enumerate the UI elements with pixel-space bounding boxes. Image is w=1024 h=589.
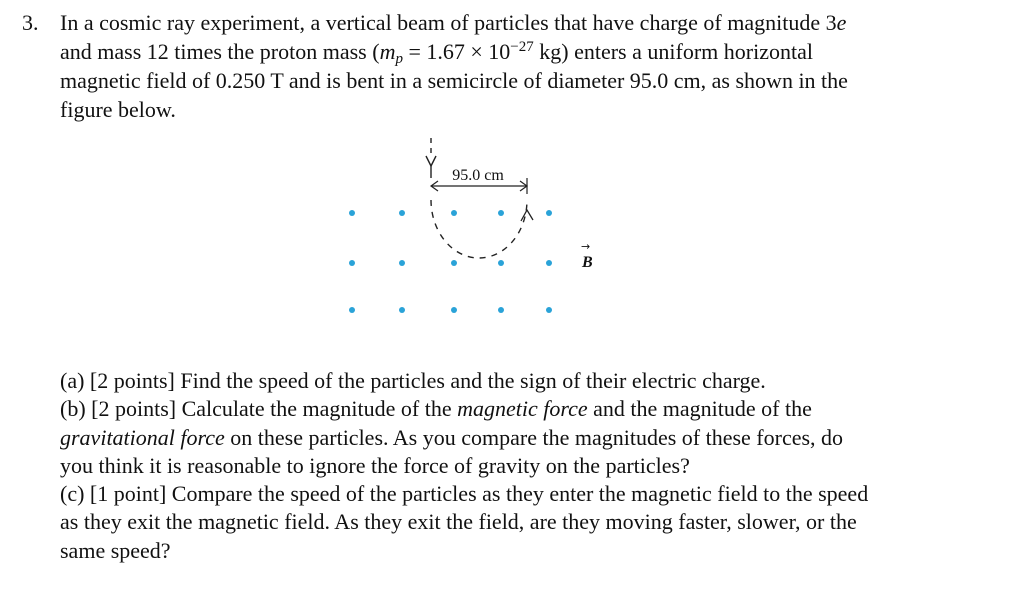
magnetic-field-figure: [330, 130, 620, 330]
part-b-line-1: (b) [2 points] Calculate the magnitude of the magnetic force and the magnitude of the: [60, 396, 812, 422]
field-dot: [451, 307, 457, 313]
semicircle-path: [431, 200, 527, 258]
field-dot: [498, 210, 504, 216]
stem-line-1: In a cosmic ray experiment, a vertical beam of particles that have charge of magnitude 3e: [60, 10, 847, 35]
field-dot: [399, 210, 405, 216]
field-dot: [498, 260, 504, 266]
diameter-label: 95.0 cm: [452, 167, 504, 184]
part-a: (a) [2 points] Find the speed of the particles and the sign of their electric charge.: [60, 368, 766, 393]
field-dot: [399, 260, 405, 266]
part-c-line-2: as they exit the magnetic field. As they exit the field, are they moving faster, slower, or the: [60, 509, 857, 535]
part-c-line-1: (c) [1 point] Compare the speed of the particles as they enter the magnetic field to the speed: [60, 481, 869, 507]
part-b-line-3: you think it is reasonable to ignore the force of gravity on the particles?: [60, 452, 690, 478]
field-dot: [399, 307, 405, 313]
stem-line-2: and mass 12 times the proton mass ($m_p = 1.67 \times 10^{-27}$ kg) enters a uniform horizontal: [60, 39, 813, 67]
part-c-line-3: same speed?: [60, 537, 171, 563]
problem-statement: [60, 8, 1010, 124]
field-dot: [498, 307, 504, 313]
field-dot: [546, 210, 552, 216]
question-parts: [60, 367, 1015, 565]
field-label: B: [582, 254, 593, 271]
stem-line-3: magnetic field of 0.250 T and is bent in a semicircle of diameter 95.0 cm, as shown in the: [60, 68, 848, 93]
field-dot: [546, 260, 552, 266]
question-number: 3.: [22, 10, 39, 35]
stem-line-4: figure below.: [60, 97, 176, 122]
field-dot: [349, 210, 355, 216]
field-dot: [349, 307, 355, 313]
field-dot: [546, 307, 552, 313]
exit-arrow: [521, 210, 533, 221]
field-dots: [349, 210, 552, 313]
field-dot: [451, 210, 457, 216]
incoming-beam-arrow: [426, 156, 436, 166]
part-b-line-2: gravitational force on these particles. As you compare the magnitudes of these forces, do: [60, 424, 844, 450]
field-dot: [451, 260, 457, 266]
vector-arrow-icon: →: [581, 240, 591, 253]
field-dot: [349, 260, 355, 266]
